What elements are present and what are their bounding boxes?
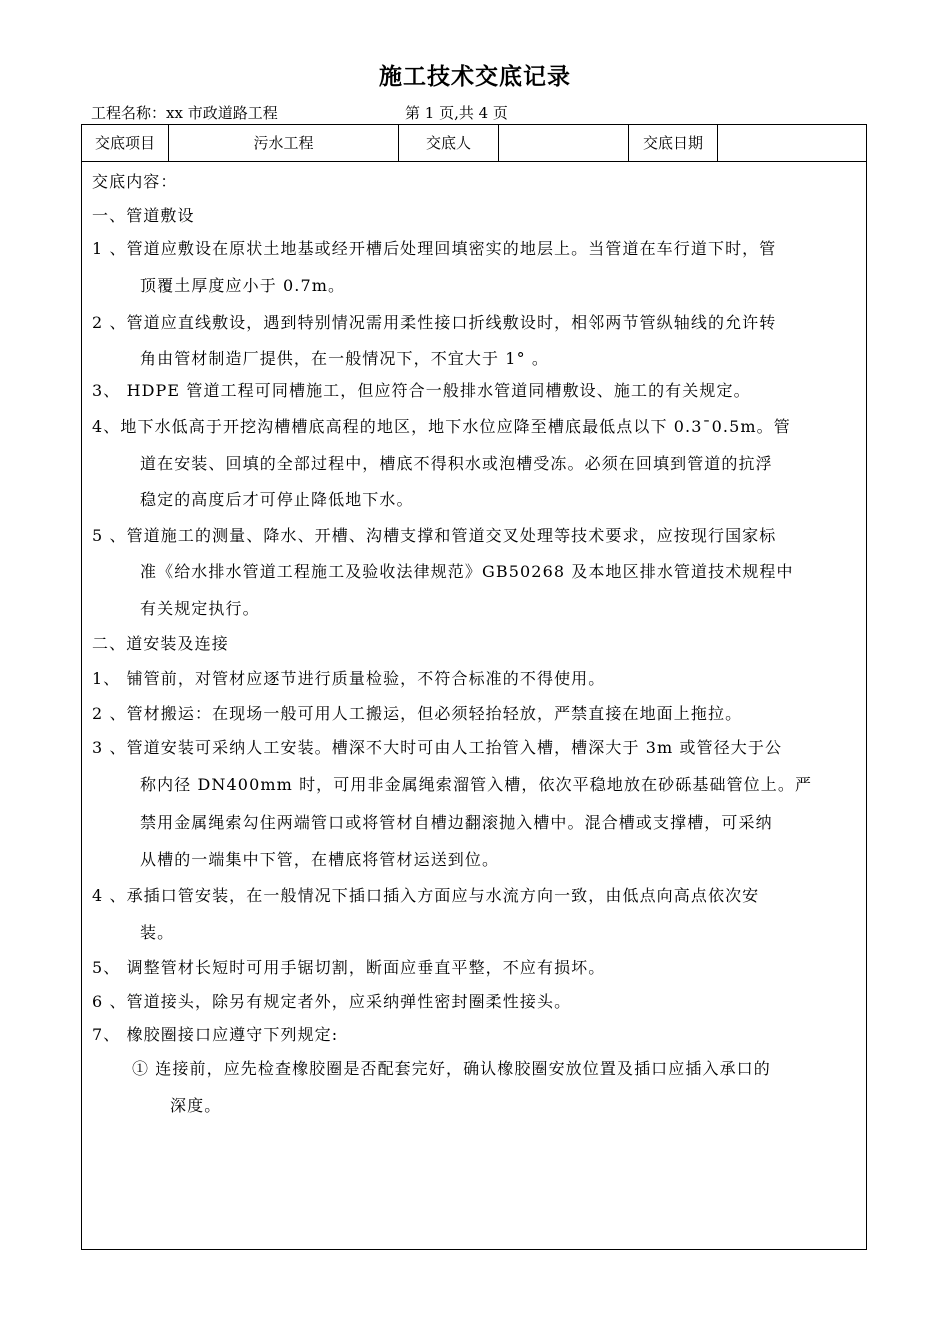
page-indicator: 第 1 页,共 4 页 — [405, 104, 508, 122]
text-line: 有关规定执行。 — [140, 599, 260, 618]
content-heading: 交底内容： — [92, 172, 178, 191]
text-line: 6 、管道接头，除另有规定者外，应采纳弹性密封圈柔性接头。 — [92, 992, 572, 1011]
text-line: 装。 — [140, 923, 175, 942]
project-name: 工程名称：xx 市政道路工程 — [91, 104, 278, 122]
text-line: 称内径 DN400mm 时，可用非金属绳索溜管入槽，依次平稳地放在砂砾基础管位上。严 — [140, 775, 813, 794]
text-line: 2 、管道应直线敷设，遇到特别情况需用柔性接口折线敷设时，相邻两节管纵轴线的允许转 — [92, 313, 777, 332]
text-line: 3 、管道安装可采纳人工安装。槽深不大时可由人工抬管入槽，槽深大于 3m 或管径大于公 — [92, 738, 783, 757]
text-line: 4、地下水低高于开挖沟槽槽底高程的地区，地下水位应降至槽底最低点以下 0.3¯0.5m。管 — [92, 417, 791, 436]
person-label: 交底人 — [399, 125, 499, 161]
text-line: 道在安装、回填的全部过程中，槽底不得积水或泡槽受冻。必须在回填到管道的抗浮 — [140, 454, 773, 473]
text-line: 禁用金属绳索勾住两端管口或将管材自槽边翻滚抛入槽中。混合槽或支撑槽，可采纳 — [140, 813, 773, 832]
text-line: 顶覆土厚度应小于 0.7m。 — [140, 276, 346, 295]
text-line: 4 、承插口管安装，在一般情况下插口插入方面应与水流方向一致，由低点向高点依次安 — [92, 886, 760, 905]
text-line: 5、 调整管材长短时可用手锯切割，断面应垂直平整，不应有损坏。 — [92, 958, 606, 977]
date-label: 交底日期 — [629, 125, 718, 161]
section-heading: 二、道安装及连接 — [92, 634, 229, 653]
text-line: 1 、管道应敷设在原状土地基或经开槽后处理回填密实的地层上。当管道在车行道下时，管 — [92, 239, 777, 258]
document-title: 施工技术交底记录 — [379, 63, 571, 90]
item-label: 交底项目 — [82, 125, 169, 161]
text-line: 从槽的一端集中下管，在槽底将管材运送到位。 — [140, 850, 500, 869]
person-value — [499, 125, 629, 161]
date-value — [718, 125, 866, 161]
text-line: 稳定的高度后才可停止降低地下水。 — [140, 490, 414, 509]
text-line: 深度。 — [170, 1096, 222, 1115]
text-line: 5 、管道施工的测量、降水、开槽、沟槽支撑和管道交叉处理等技术要求，应按现行国家标 — [92, 526, 777, 545]
section-heading: 一、管道敷设 — [92, 206, 195, 225]
text-line: 3、 HDPE 管道工程可同槽施工，但应符合一般排水管道同槽敷设、施工的有关规定。 — [92, 381, 751, 400]
text-line: 7、 橡胶圈接口应遵守下列规定: — [92, 1025, 339, 1044]
text-line: 准《给水排水管道工程施工及验收法律规范》GB50268 及本地区排水管道技术规程中 — [140, 562, 794, 581]
header-row — [82, 125, 866, 162]
text-line: 2 、管材搬运：在现场一般可用人工搬运，但必须轻抬轻放，严禁直接在地面上拖拉。 — [92, 704, 743, 723]
text-line: 角由管材制造厂提供，在一般情况下，不宜大于 1° 。 — [140, 349, 549, 368]
text-line: ① 连接前，应先检查橡胶圈是否配套完好，确认橡胶圈安放位置及插口应插入承口的 — [132, 1059, 771, 1078]
item-value: 污水工程 — [169, 125, 399, 161]
text-line: 1、 铺管前，对管材应逐节进行质量检验，不符合标准的不得使用。 — [92, 669, 606, 688]
